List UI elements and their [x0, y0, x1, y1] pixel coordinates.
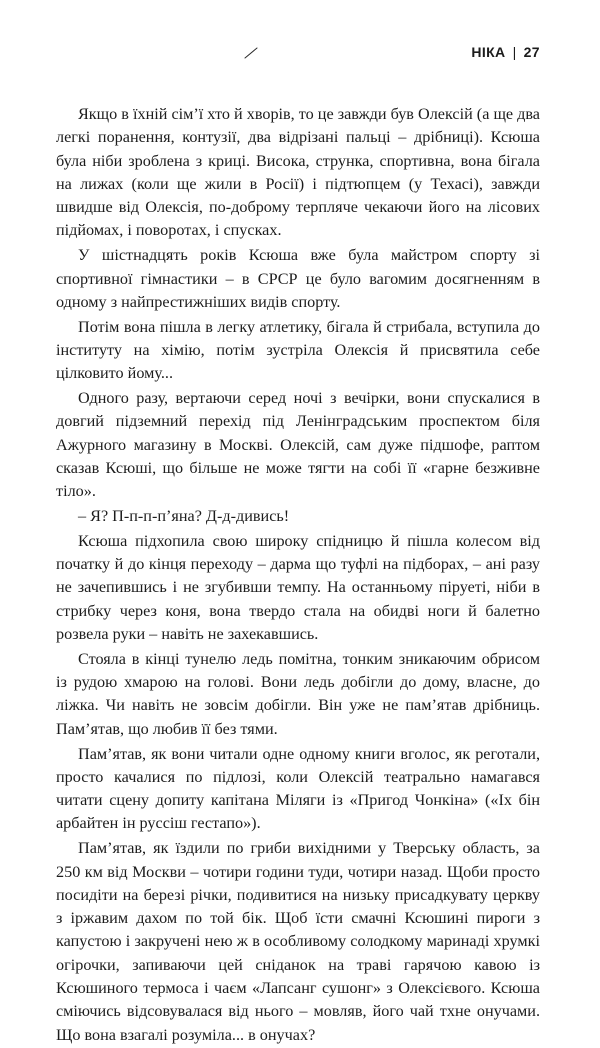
body-text — [56, 103, 540, 1048]
paragraph: Одного разу, вертаючи серед ночі з вечірки, вони спускалися в довгий підземний перехід під Ленінградським проспектом біля Ажурного магазину в Москві. Олексій, сам дуже підшофе, раптом сказав Ксюші, що більше не може тягти на собі її «гарне безживне тіло». — [56, 389, 540, 501]
paragraph: Пам’ятав, як вони читали одне одному книги вголос, як реготали, просто качалися по підлозі, коли Олексій театрально намагався читати сцену допиту капітана Міляги із «Пригод Чонкіна» («Іх бін арбайтен ін руссіш гестапо»). — [56, 744, 540, 833]
page-number: 27 — [523, 44, 540, 60]
running-header-title: НІКА — [471, 44, 506, 60]
running-header — [471, 44, 540, 60]
paragraph: Ксюша підхопила свою широку спідницю й пішла колесом від початку й до кінця переходу – дарма що туфлі на підборах, – ані разу не зачепившись і не згубивши темпу. На останньому піруеті, ніби в стрибку через коня, вона твердо стала на обидві ноги й балетно розвела руки – навіть не захекавшись. — [56, 531, 540, 644]
paragraph: Якщо в їхній сім’ї хто й хворів, то це завжди був Олексій (а ще два легкі поранення, контузії, два відрізані пальці – дрібниці). Ксюша була ніби зроблена з криці. Висока, струнка, спортивна, вона бігала на лижах (коли ще жили в Росії) і підтюпцем (у Техасі), завжди швидше від Олексія, по-доброму терпляче чекаючи його на лісових підйомах, і поворотах, і спусках. — [56, 105, 540, 240]
paragraph: Пам’ятав, як їздили по гриби вихідними у Тверську область, за 250 км від Москви – чотири години туди, чотири назад. Щоби просто посидіти на березі річки, подивитися на низьку присадкувату церкву з іржавим дахом по той бік. Щоб їсти смачні Ксюшині пироги з капустою і закручені нею ж в особливому солодкому маринаді хрумкі огірочки, запиваючи цей сніданок на траві гарячою кавою із Ксюшиного термоса і чаєм «Лапсанг сушонг» з Олексієвого. Ксюша сміючись відсовувалася від нього – мовляв, його чай тхне онучами. Що вона взагалі розуміла... в онучах? — [56, 839, 540, 1044]
paragraph: – Я? П-п-п-п’яна? Д-д-дивись! — [78, 507, 290, 526]
pen-scratch-mark — [244, 47, 258, 59]
paragraph: Стояла в кінці тунелю ледь помітна, тонким зникаючим обрисом із рудою хмарою на голові. Вони ледь добігли до дому, власне, до ліжка. Чи навіть не зовсім добігли. Він уже не пам’ятав дрібниць. Пам’ятав, що любив її без тями. — [56, 649, 540, 738]
running-header-separator: | — [512, 44, 517, 60]
paragraph: Потім вона пішла в легку атлетику, бігала й стрибала, вступила до інституту на хімію, потім зустріла Олексія й присвятила себе цілковито йому... — [56, 317, 540, 383]
paragraph: У шістнадцять років Ксюша вже була майстром спорту зі спортивної гімнастики – в СРСР це було вагомим досягненням в одному з найпрестижніших видів спорту. — [56, 246, 540, 311]
